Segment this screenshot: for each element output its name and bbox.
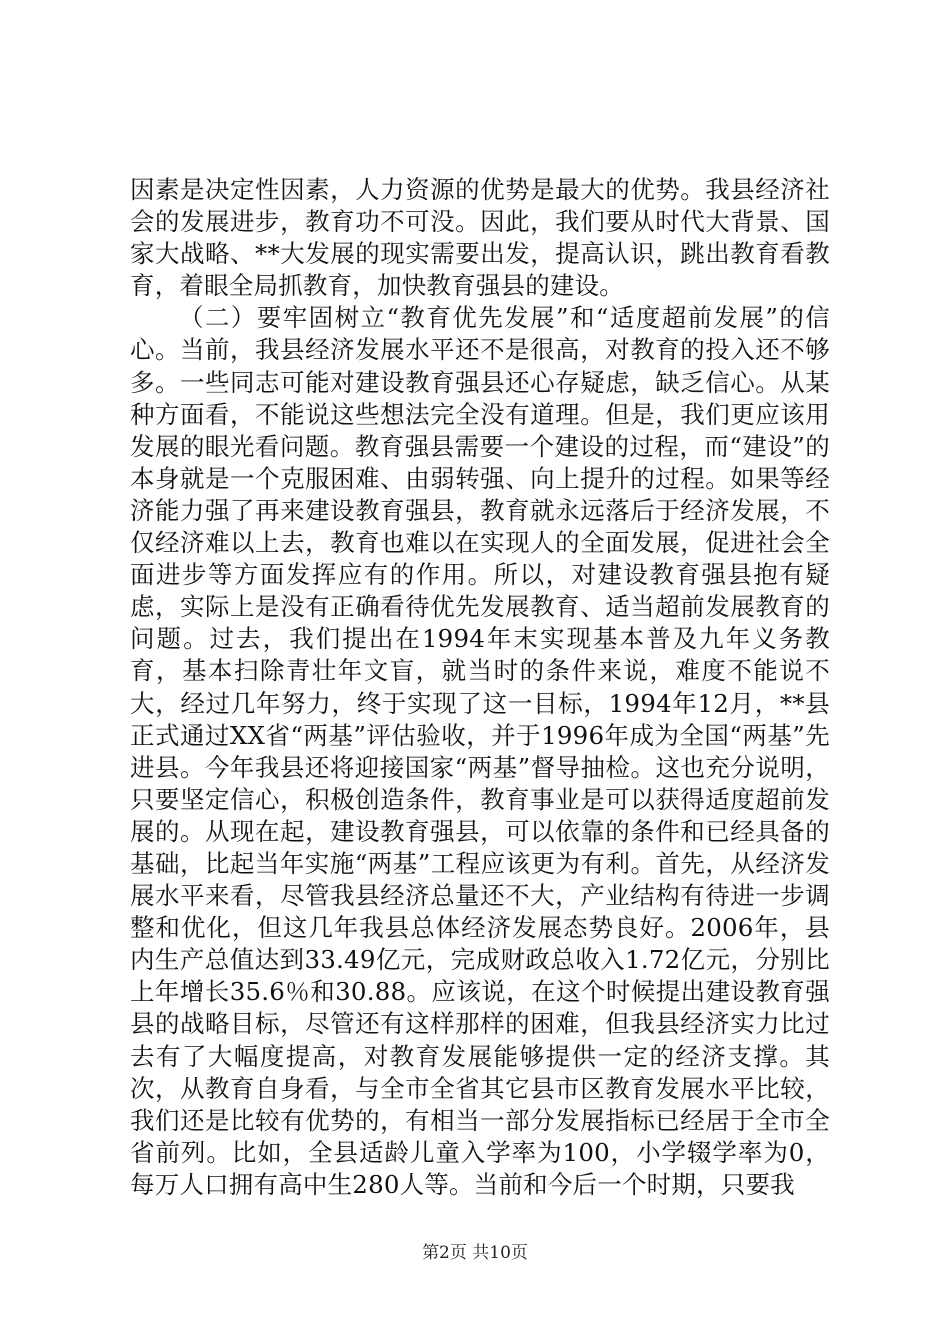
document-body [130,174,830,1201]
page-number-footer: 第2页 共10页 [422,1243,528,1263]
paragraph-continuation: 因素是决定性因素，人力资源的优势是最大的优势。我县经济社会的发展进步，教育功不可没。因此，我们要从时代大背景、国家大战略、**大发展的现实需要出发，提高认识，跳出教育看教育，着眼全局抓教育，加快教育强县的建设。 [130,175,830,301]
paragraph-section-two: （二）要牢固树立“教育优先发展”和“适度超前发展”的信心。当前，我县经济发展水平还不是很高，对教育的投入还不够多。一些同志可能对建设教育强县还心存疑虑，缺乏信心。从某种方面看，不能说这些想法完全没有道理。但是，我们更应该用发展的眼光看问题。教育强县需要一个建设的过程，而“建设”的本身就是一个克服困难、由弱转强、向上提升的过程。如果等经济能力强了再来建设教育强县，教育就永远落后于经济发展，不仅经济难以上去，教育也难以在实现人的全面发展，促进社会全面进步等方面发挥应有的作用。所以，对建设教育强县抱有疑虑，实际上是没有正确看待优先发展教育、适当超前发展教育的问题。过去，我们提出在1994年末实现基本普及九年义务教育，基本扫除青壮年文盲，就当时的条件来说，难度不能说不大，经过几年努力，终于实现了这一目标，1994年12月，**县正式通过XX省“两基”评估验收，并于1996年成为全国“两基”先进县。今年我县还将迎接国家“两基”督导抽检。这也充分说明，只要坚定信心，积极创造条件，教育事业是可以获得适度超前发展的。从现在起，建设教育强县，可以依靠的条件和已经具备的基础，比起当年实施“两基”工程应该更为有利。首先，从经济发展水平来看，尽管我县经济总量还不大，产业结构有待进一步调整和优化，但这几年我县总体经济发展态势良好。2006年，县内生产总值达到33.49亿元，完成财政总收入1.72亿元，分别比上年增长35.6％和30.88。应该说，在这个时候提出建设教育强县的战略目标，尽管还有这样那样的困难，但我县经济实力比过去有了大幅度提高，对教育发展能够提供一定的经济支撑。其次，从教育自身看，与全市全省其它县市区教育发展水平比较，我们还是比较有优势的，有相当一部分发展指标已经居于全市全省前列。比如，全县适龄儿童入学率为100，小学辍学率为0，每万人口拥有高中生280人等。当前和今后一个时期，只要我 [130,303,830,1199]
